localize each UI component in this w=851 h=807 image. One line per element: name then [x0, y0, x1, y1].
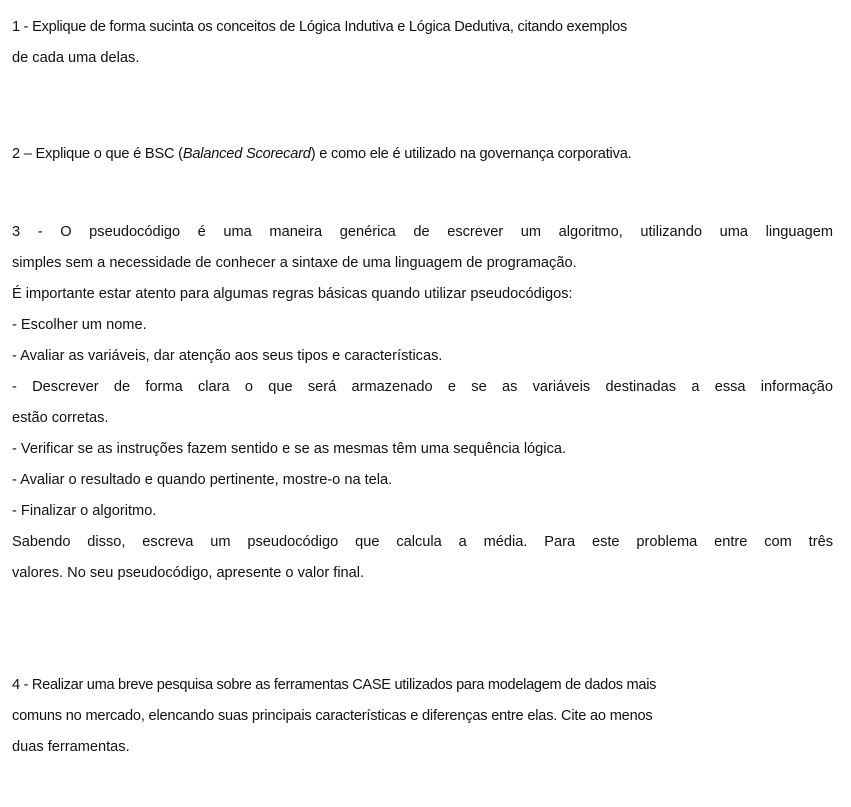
question-4-line-2: comuns no mercado, elencando suas principais características e diferenças entre elas. Cite ao menos [12, 708, 653, 724]
question-4-line-3: duas ferramentas. [12, 739, 130, 755]
question-3-line-2: simples sem a necessidade de conhecer a sintaxe de uma linguagem de programação. [12, 255, 577, 271]
question-1-line-2: de cada uma delas. [12, 50, 140, 66]
question-3-line-8: - Verificar se as instruções fazem sentido e se as mesmas têm uma sequência lógica. [12, 441, 566, 457]
question-3-line-11: Sabendo disso, escreva um pseudocódigo que calcula a média. Para este problema entre com três [12, 534, 833, 550]
question-2-suffix: ) e como ele é utilizado na governança corporativa. [310, 146, 632, 162]
question-3-line-1: 3 - O pseudocódigo é uma maneira genérica de escrever um algoritmo, utilizando uma linguagem [12, 224, 833, 240]
question-3-line-10: - Finalizar o algoritmo. [12, 503, 157, 519]
question-1-line-1: 1 - Explique de forma sucinta os conceitos de Lógica Indutiva e Lógica Dedutiva, citando exemplos [12, 19, 628, 35]
question-2-italic-term: Balanced Scorecard [182, 146, 311, 162]
question-3-line-9: - Avaliar o resultado e quando pertinente, mostre-o na tela. [12, 472, 393, 488]
question-1 [12, 12, 833, 74]
question-3-line-7: estão corretas. [12, 410, 109, 426]
question-3-line-3: É importante estar atento para algumas regras básicas quando utilizar pseudocódigos: [12, 286, 573, 302]
question-3-line-5: - Avaliar as variáveis, dar atenção aos seus tipos e características. [12, 348, 443, 364]
question-2-line-1 [12, 139, 833, 170]
question-4 [12, 670, 833, 763]
question-2-prefix: 2 – Explique o que é BSC ( [12, 146, 183, 162]
question-4-line-1: 4 - Realizar uma breve pesquisa sobre as ferramentas CASE utilizados para modelagem de dados mais [12, 677, 657, 693]
question-3-line-12: valores. No seu pseudocódigo, apresente o valor final. [12, 565, 365, 581]
question-3-line-4: - Escolher um nome. [12, 317, 147, 333]
question-3-line-6: - Descrever de forma clara o que será armazenado e se as variáveis destinadas a essa informação [12, 379, 833, 395]
question-3 [12, 217, 833, 589]
question-2 [12, 139, 833, 170]
